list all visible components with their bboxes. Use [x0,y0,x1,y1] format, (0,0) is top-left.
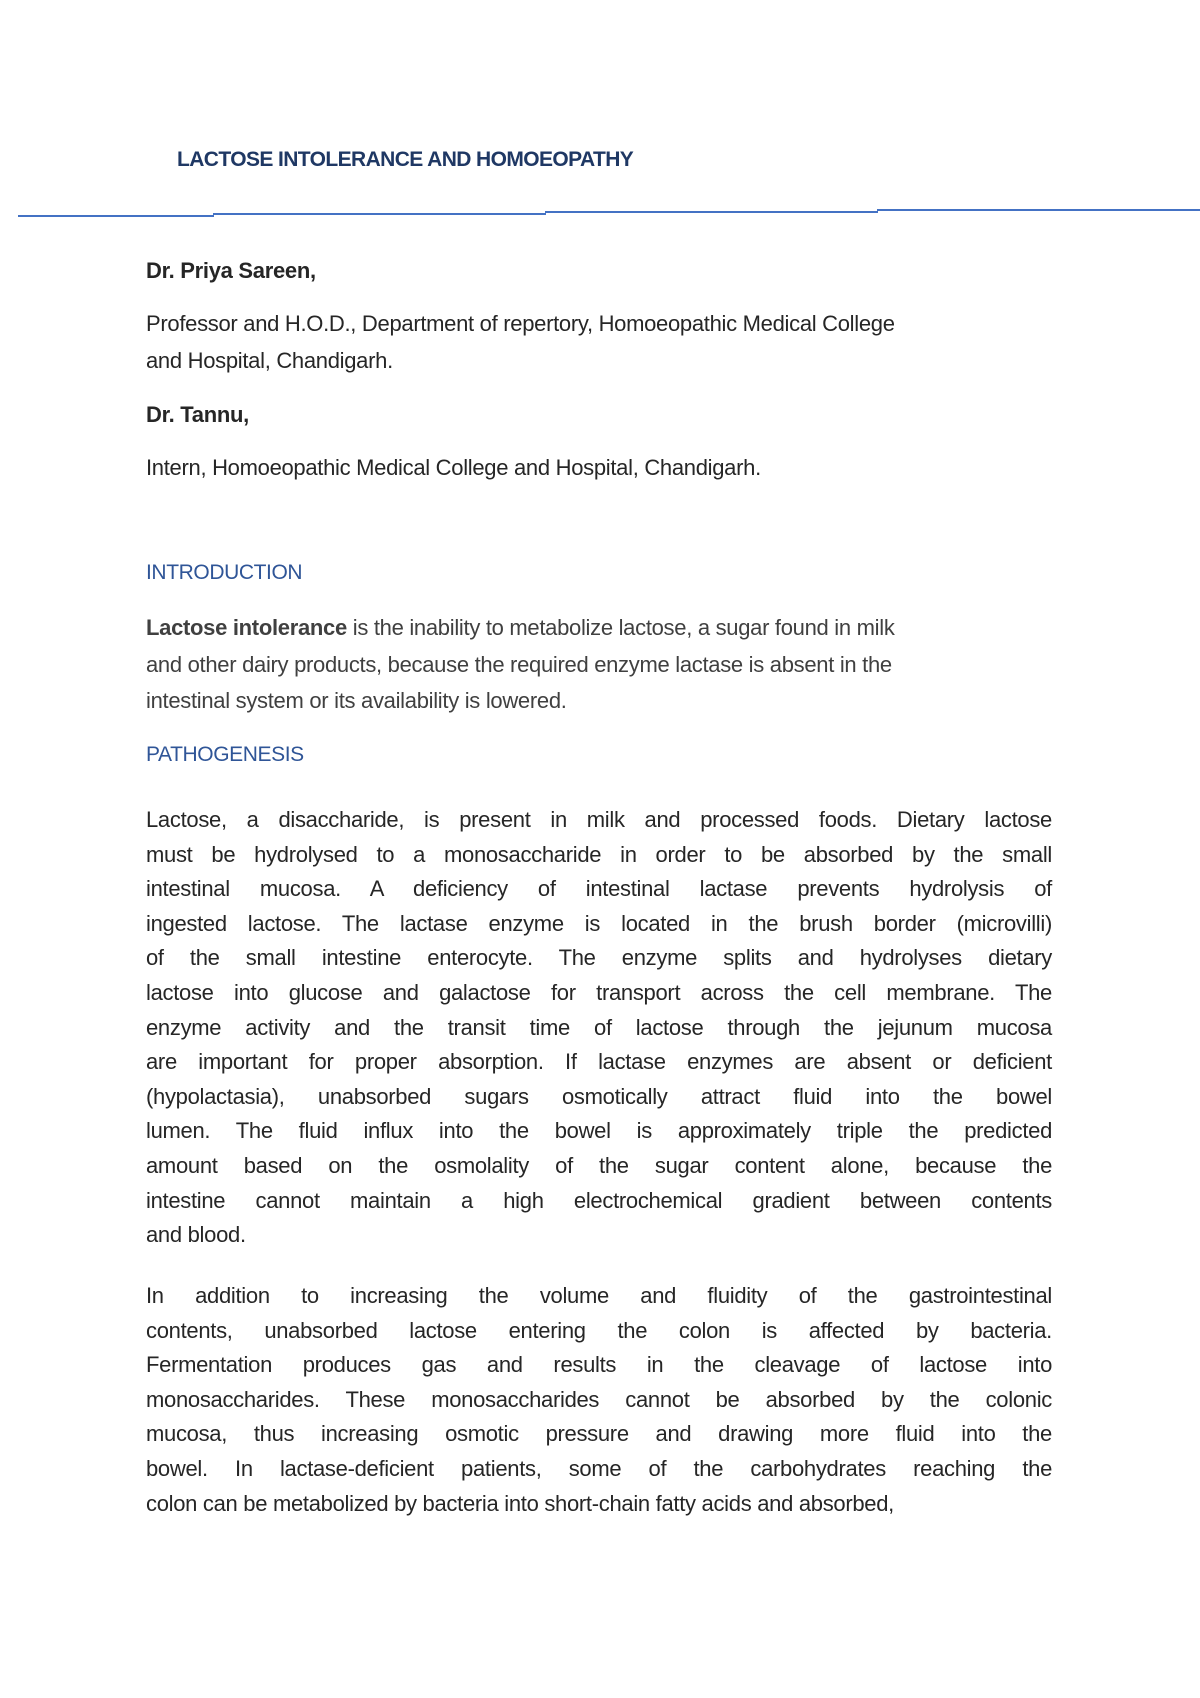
paragraph-line: In addition to increasing the volume and fluidity of the gastrointestinal [146,1283,1052,1308]
author-name: Dr. Priya Sareen, [146,258,316,283]
bold-term: Lactose intolerance [146,615,347,640]
introduction-heading: INTRODUCTION [146,561,303,584]
paragraph-line: amount based on the osmolality of the sugar content alone, because the [146,1153,1052,1178]
paragraph-line: Fermentation produces gas and results in the cleavage of lactose into [146,1352,1052,1378]
author-affiliation: Intern, Homoeopathic Medical College and Hospital, Chandigarh. [146,455,761,480]
paragraph-line: monosaccharides. These monosaccharides cannot be absorbed by the colonic [146,1386,1052,1412]
paragraph-line: lactose into glucose and galactose for transport across the cell membrane. The [146,980,1052,1005]
intro-line: and other dairy products, because the required enzyme lactase is absent in the [146,652,892,677]
paragraph-line: are important for proper absorption. If lactase enzymes are absent or deficient [146,1049,1052,1075]
paragraph-line: mucosa, thus increasing osmotic pressure and drawing more fluid into the [146,1421,1052,1447]
intro-line: intestinal system or its availability is lowered. [146,688,567,713]
intro-text: is the inability to metabolize lactose, a sugar found in milk [346,615,895,640]
paragraph-line: lumen. The fluid influx into the bowel is approximately triple the predicted [146,1118,1052,1144]
paragraph-line: and blood. [146,1222,246,1248]
document-title: LACTOSE INTOLERANCE AND HOMOEOPATHY [177,148,634,171]
paragraph-line: (hypolactasia), unabsorbed sugars osmotically attract fluid into the bowel [146,1083,1052,1109]
header-rule [213,213,546,215]
intro-line [146,615,1052,641]
paragraph-line: intestine cannot maintain a high electrochemical gradient between contents [146,1187,1052,1213]
paragraph-line: must be hydrolysed to a monosaccharide in order to be absorbed by the small [146,841,1052,867]
paragraph-line: colon can be metabolized by bacteria into short-chain fatty acids and absorbed, [146,1490,894,1516]
paragraph-line: contents, unabsorbed lactose entering the colon is affected by bacteria. [146,1317,1052,1343]
paragraph-line: of the small intestine enterocyte. The enzyme splits and hydrolyses dietary [146,945,1052,971]
header-rule [545,211,878,213]
paragraph-line: bowel. In lactase-deficient patients, some of the carbohydrates reaching the [146,1456,1052,1481]
paragraph-line: ingested lactose. The lactase enzyme is located in the brush border (microvilli) [146,910,1052,936]
paragraph-line: Lactose, a disaccharide, is present in milk and processed foods. Dietary lactose [146,807,1052,832]
header-rule [877,209,1200,211]
author-name: Dr. Tannu, [146,402,249,427]
paragraph-line: enzyme activity and the transit time of lactose through the jejunum mucosa [146,1014,1052,1040]
author-affiliation: Professor and H.O.D., Department of repertory, Homoeopathic Medical College [146,311,895,336]
paragraph-line: intestinal mucosa. A deficiency of intestinal lactase prevents hydrolysis of [146,876,1052,902]
header-rule [18,215,214,217]
author-affiliation: and Hospital, Chandigarh. [146,348,393,373]
pathogenesis-heading: PATHOGENESIS [146,743,304,766]
